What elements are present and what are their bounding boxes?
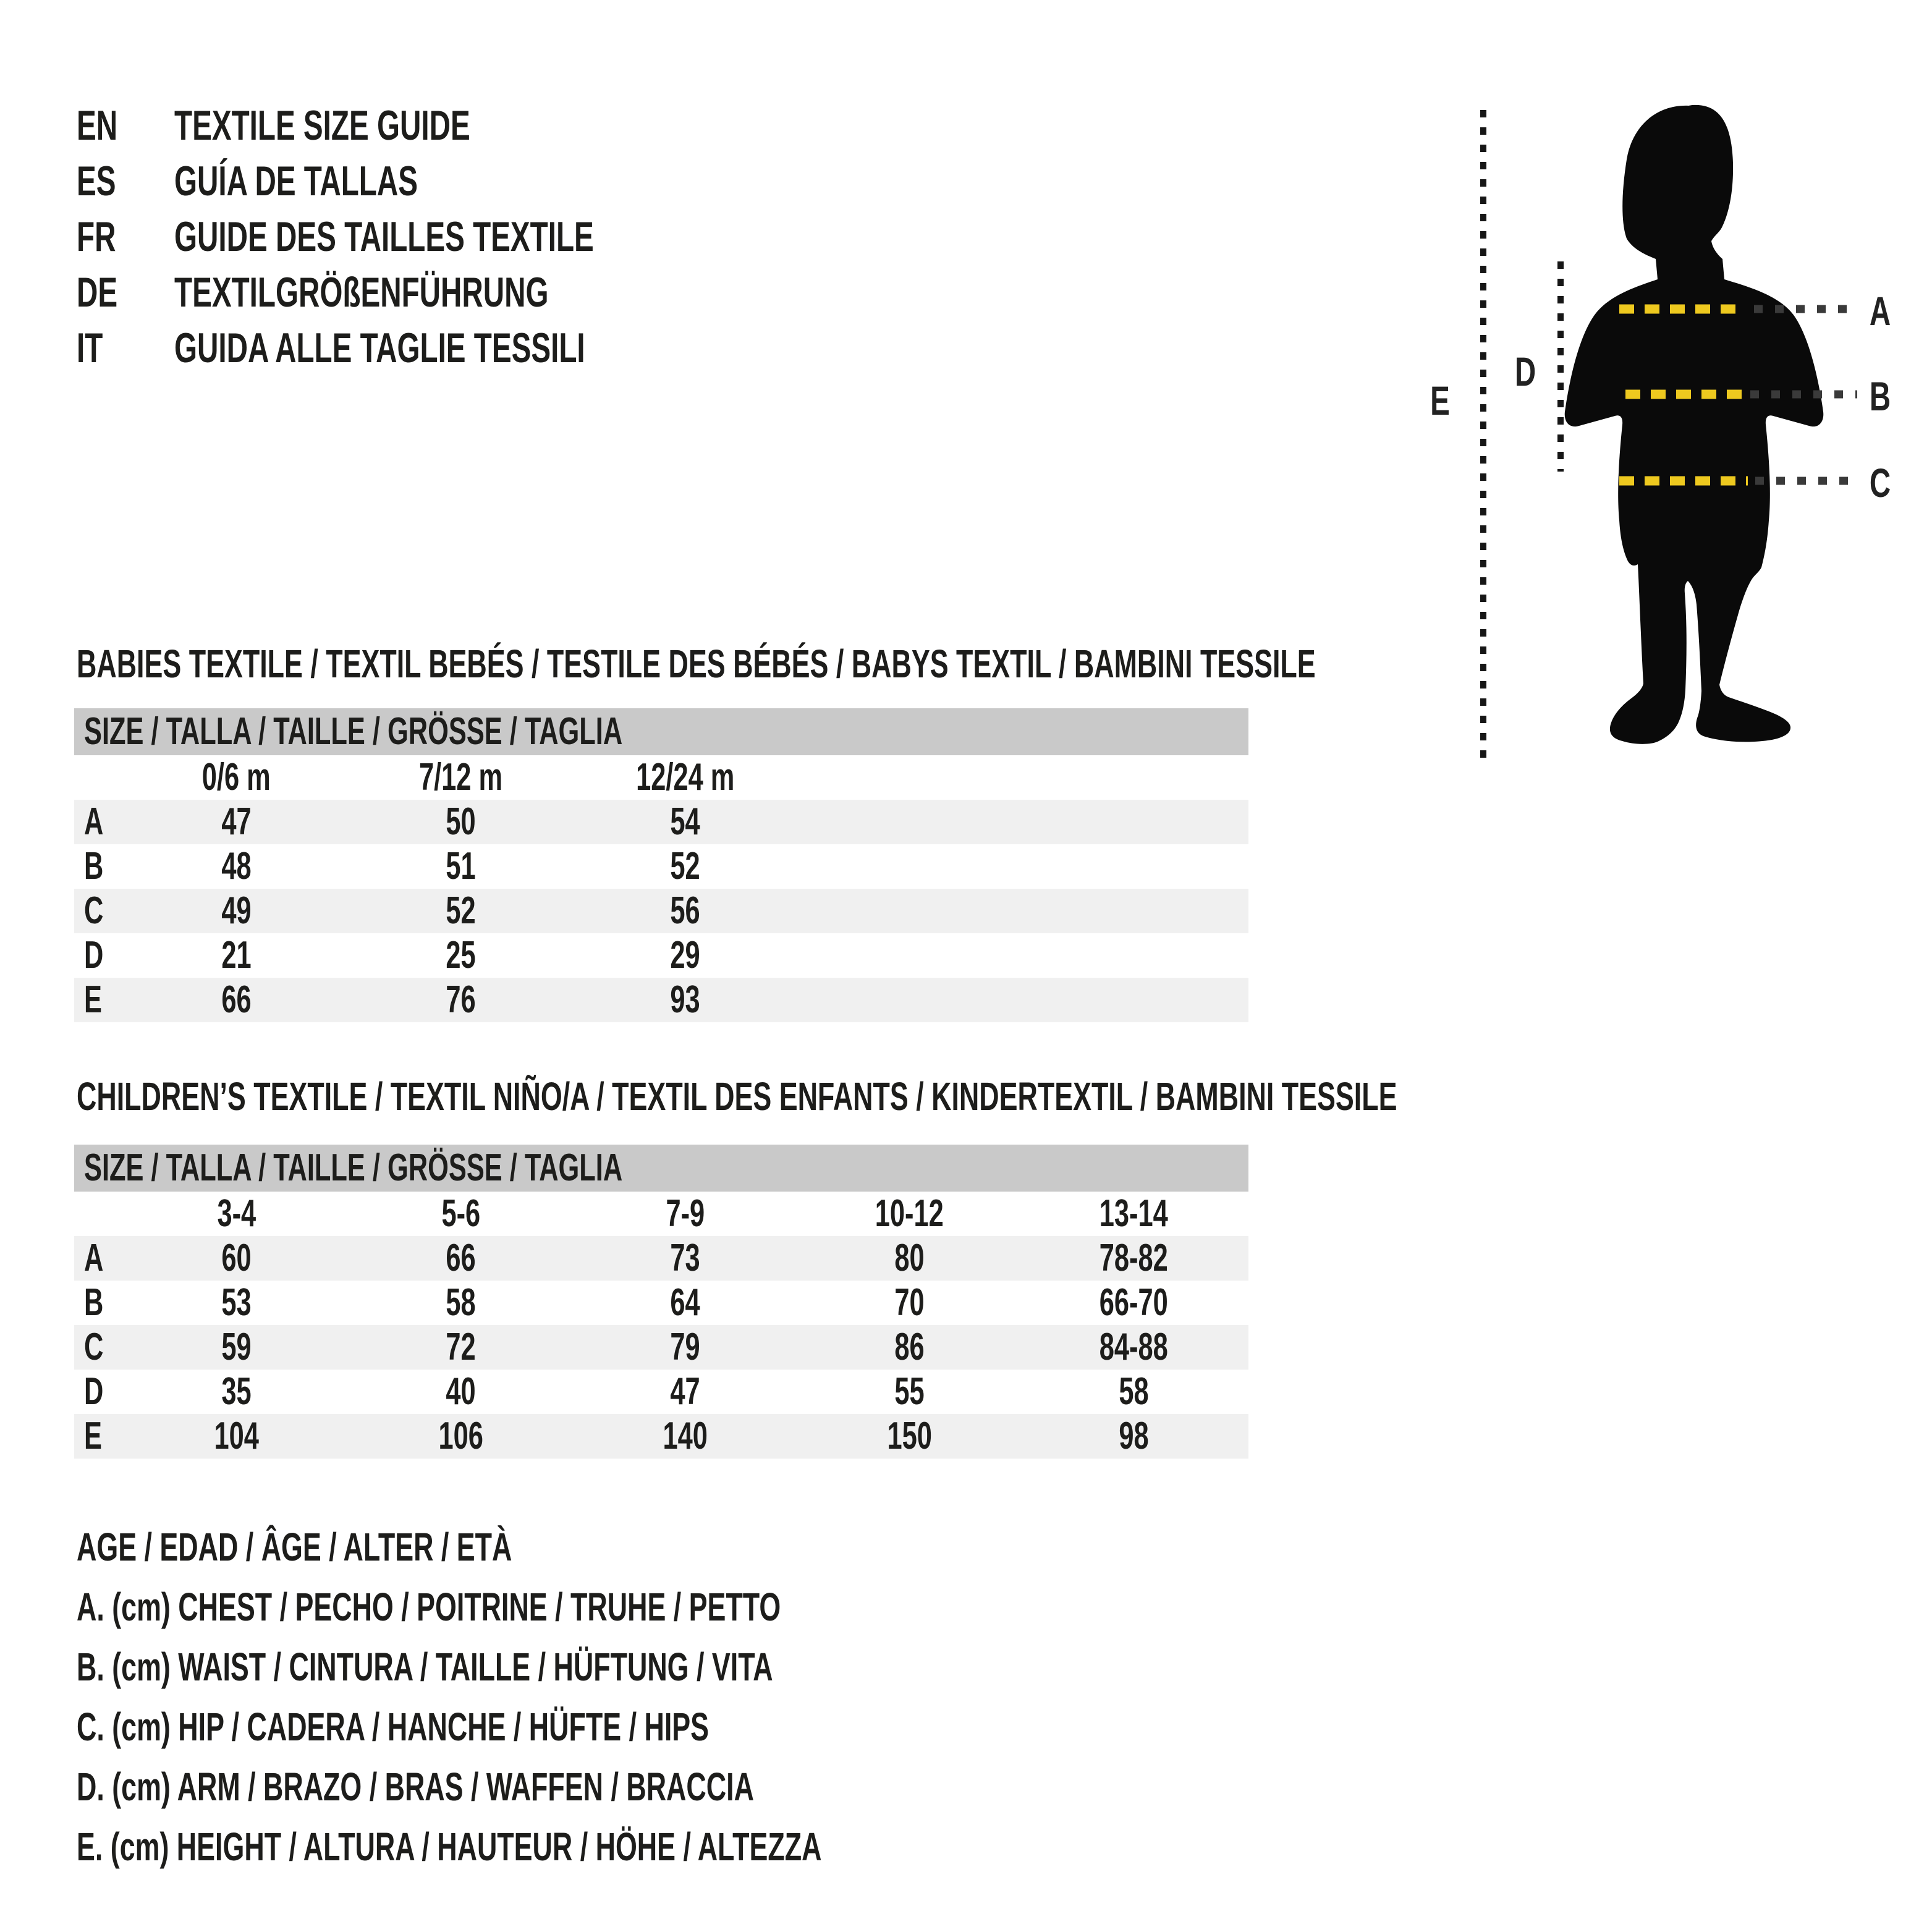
lang-title-text: GUIDA ALLE TAGLIE TESSILI — [174, 324, 585, 371]
lang-code — [77, 209, 174, 265]
value-cell: 76 — [446, 978, 476, 1021]
lang-row-fr — [77, 209, 774, 265]
value-cell: 150 — [887, 1415, 932, 1457]
row-label: B — [84, 1281, 104, 1324]
column-header: 5-6 — [441, 1192, 480, 1235]
babies-table-header-text: SIZE / TALLA / TAILLE / GRÖSSE / TAGLIA — [84, 710, 623, 753]
babies-section-title — [77, 642, 1847, 686]
value-cell: 47 — [221, 800, 252, 843]
measurement-diagram — [1409, 62, 1932, 803]
column-header: 10-12 — [875, 1192, 944, 1235]
column-header: 3-4 — [217, 1192, 256, 1235]
label-c: C — [1869, 460, 1891, 506]
lang-code-text: ES — [77, 158, 116, 205]
children-table-header-text: SIZE / TALLA / TAILLE / GRÖSSE / TAGLIA — [84, 1146, 623, 1189]
legend-line-hip: C. (cm) HIP / CADERA / HANCHE / HÜFTE / HIPS — [77, 1705, 710, 1749]
table-row — [74, 933, 1248, 978]
lang-code-text: EN — [77, 102, 118, 149]
value-cell: 73 — [670, 1237, 700, 1279]
lang-code — [77, 320, 174, 376]
lang-title — [174, 209, 774, 265]
value-cell: 51 — [446, 845, 476, 888]
value-cell: 52 — [670, 845, 700, 888]
value-cell: 49 — [221, 889, 252, 932]
label-b: B — [1869, 374, 1891, 420]
legend-line-arm: D. (cm) ARM / BRAZO / BRAS / WAFFEN / BRACCIA — [77, 1765, 754, 1809]
lang-row-en — [77, 98, 774, 153]
column-header: 0/6 m — [202, 756, 271, 799]
corner-cell — [74, 1192, 124, 1236]
table-row — [74, 1281, 1248, 1325]
label-d: D — [1514, 349, 1536, 395]
lang-title-text: GUIDE DES TAILLES TEXTILE — [174, 213, 594, 260]
value-cell: 60 — [221, 1237, 252, 1279]
measurement-legend — [77, 1517, 1141, 1877]
value-cell: 58 — [446, 1281, 476, 1324]
lang-title — [174, 265, 709, 320]
value-cell: 47 — [670, 1370, 700, 1413]
lang-row-it — [77, 320, 774, 376]
value-cell: 64 — [670, 1281, 700, 1324]
value-cell: 25 — [446, 934, 476, 977]
row-label: D — [84, 1370, 104, 1413]
column-header: 7-9 — [666, 1192, 705, 1235]
row-label: A — [84, 1237, 104, 1279]
table-row — [74, 889, 1248, 933]
children-size-table — [74, 1145, 1248, 1459]
value-cell: 29 — [670, 934, 700, 977]
value-cell: 53 — [221, 1281, 252, 1324]
value-cell: 58 — [1119, 1370, 1149, 1413]
value-cell: 59 — [221, 1326, 252, 1368]
label-a: A — [1869, 289, 1891, 334]
row-label: E — [84, 1415, 102, 1457]
column-header: 12/24 m — [635, 756, 735, 799]
babies-column-header-row — [74, 755, 1248, 800]
value-cell: 66 — [221, 978, 252, 1021]
legend-line-height: E. (cm) HEIGHT / ALTURA / HAUTEUR / HÖHE / ALTEZZA — [77, 1824, 822, 1869]
row-label: C — [84, 1326, 104, 1368]
row-label: D — [84, 934, 104, 977]
value-cell: 55 — [894, 1370, 925, 1413]
lang-code-text: IT — [77, 324, 103, 371]
lang-code-text: FR — [77, 213, 116, 260]
table-row — [74, 844, 1248, 889]
value-cell: 21 — [221, 934, 252, 977]
value-cell: 140 — [663, 1415, 708, 1457]
value-cell: 50 — [446, 800, 476, 843]
lang-row-de — [77, 265, 774, 320]
row-label: A — [84, 800, 104, 843]
babies-section-title-text: BABIES TEXTILE / TEXTIL BEBÉS / TESTILE DES BÉBÉS / BABYS TEXTIL / BAMBINI TESSILE — [77, 642, 1316, 686]
language-title-list — [77, 98, 774, 376]
children-section-title — [77, 1074, 1932, 1119]
row-label: B — [84, 845, 104, 888]
label-e: E — [1430, 378, 1450, 424]
value-cell: 35 — [221, 1370, 252, 1413]
table-row — [74, 1236, 1248, 1281]
value-cell: 80 — [894, 1237, 925, 1279]
table-row — [74, 1414, 1248, 1459]
column-header: 7/12 m — [418, 756, 503, 799]
babies-size-table — [74, 708, 1248, 1022]
value-cell: 56 — [670, 889, 700, 932]
lang-code-text: DE — [77, 269, 118, 316]
value-cell: 93 — [670, 978, 700, 1021]
value-cell: 106 — [438, 1415, 483, 1457]
value-cell: 48 — [221, 845, 252, 888]
value-cell: 98 — [1119, 1415, 1149, 1457]
value-cell: 66 — [446, 1237, 476, 1279]
table-row — [74, 978, 1248, 1022]
lang-code — [77, 265, 174, 320]
value-cell: 86 — [894, 1326, 925, 1368]
lang-code — [77, 153, 174, 209]
value-cell: 70 — [894, 1281, 925, 1324]
value-cell: 104 — [214, 1415, 259, 1457]
babies-table-header-band — [74, 708, 1248, 755]
value-cell: 84-88 — [1099, 1326, 1168, 1368]
value-cell: 52 — [446, 889, 476, 932]
value-cell: 72 — [446, 1326, 476, 1368]
column-header: 13-14 — [1099, 1192, 1168, 1235]
lang-title — [174, 153, 522, 209]
table-row — [74, 1370, 1248, 1414]
value-cell: 40 — [446, 1370, 476, 1413]
lang-title-text: GUÍA DE TALLAS — [174, 158, 418, 205]
lang-title — [174, 320, 761, 376]
legend-line-waist: B. (cm) WAIST / CINTURA / TAILLE / HÜFTUNG / VITA — [77, 1645, 773, 1689]
lang-title — [174, 98, 597, 153]
value-cell: 66-70 — [1099, 1281, 1168, 1324]
table-row — [74, 800, 1248, 844]
value-cell: 79 — [670, 1326, 700, 1368]
corner-cell — [74, 755, 124, 800]
lang-title-text: TEXTILGRÖßENFÜHRUNG — [174, 269, 549, 316]
value-cell: 54 — [670, 800, 700, 843]
value-cell: 78-82 — [1099, 1237, 1168, 1279]
lang-code — [77, 98, 174, 153]
row-label: E — [84, 978, 102, 1021]
lang-title-text: TEXTILE SIZE GUIDE — [174, 102, 470, 149]
children-table-header-band — [74, 1145, 1248, 1192]
row-label: C — [84, 889, 104, 932]
children-section-title-text: CHILDREN’S TEXTILE / TEXTIL NIÑO/A / TEXTIL DES ENFANTS / KINDERTEXTIL / BAMBINI TESSILE — [77, 1074, 1397, 1119]
lang-row-es — [77, 153, 774, 209]
legend-line-chest: A. (cm) CHEST / PECHO / POITRINE / TRUHE / PETTO — [77, 1585, 781, 1629]
table-row — [74, 1325, 1248, 1370]
legend-line-age: AGE / EDAD / ÂGE / ALTER / ETÀ — [77, 1525, 512, 1569]
children-column-header-row — [74, 1192, 1248, 1236]
